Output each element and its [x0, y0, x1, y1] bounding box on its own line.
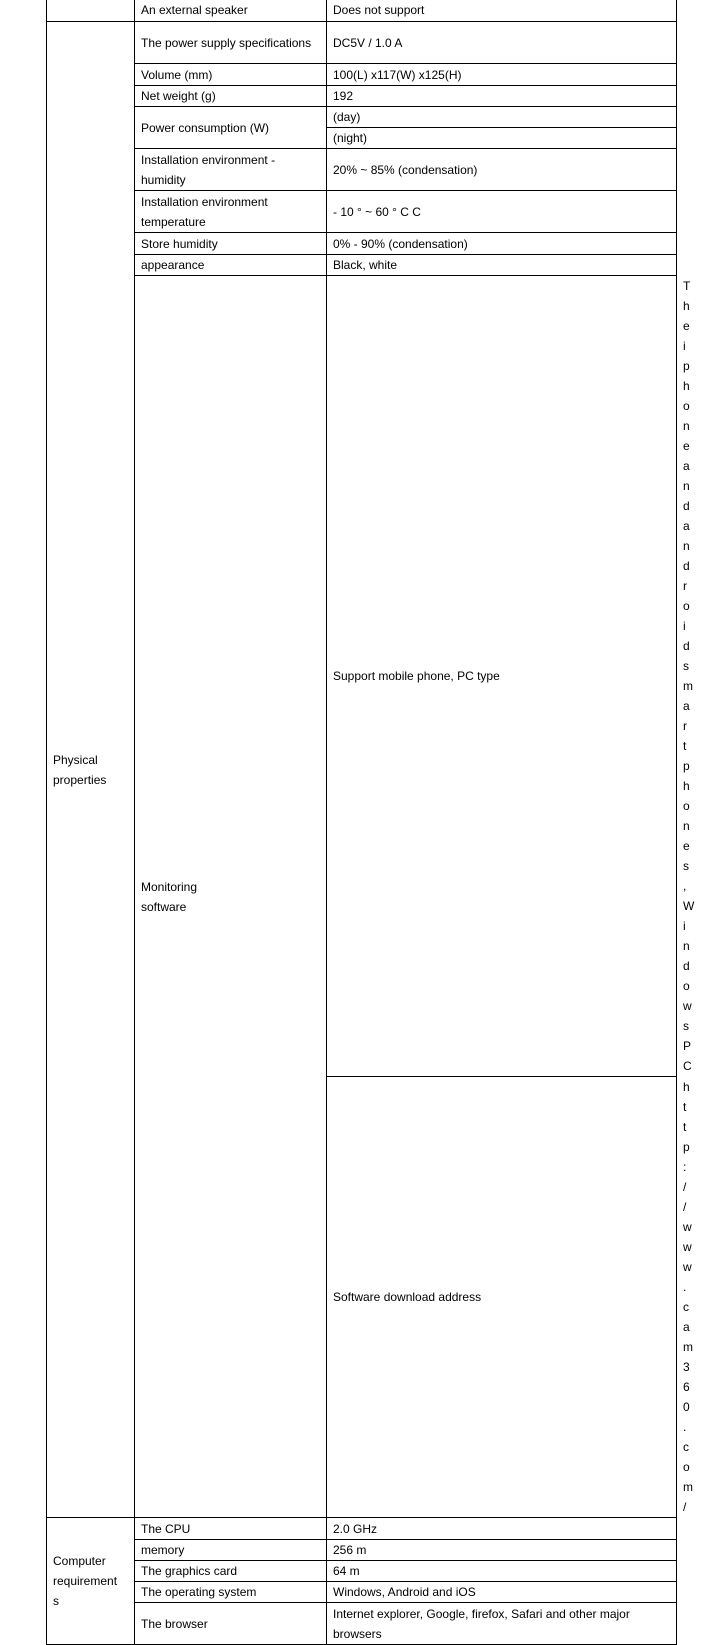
- label-memory: memory: [135, 1540, 327, 1561]
- table-row: [47, 1582, 677, 1603]
- table-row: [47, 0, 677, 22]
- label-external-speaker: An external speaker: [135, 0, 327, 22]
- value-power-consumption-day: (day): [327, 107, 677, 128]
- group-label-line: Physical: [53, 752, 98, 767]
- label-software-download: Software download address: [327, 1077, 677, 1518]
- value-install-temperature: - 10 ° ~ 60 ° C C: [327, 191, 677, 233]
- label-net-weight: Net weight (g): [135, 86, 327, 107]
- table-row: [47, 22, 677, 64]
- table-row: [47, 191, 677, 233]
- group-label-line: s: [53, 1594, 59, 1608]
- table-row: [47, 107, 677, 128]
- value-browser: Internet explorer, Google, firefox, Safari and other major browsers: [327, 1603, 677, 1645]
- table-row: Software download address http://www.cam360.com/: [47, 1077, 677, 1518]
- table-row: [47, 86, 677, 107]
- table-row: [47, 1603, 677, 1645]
- label-install-humidity: Installation environment - humidity: [135, 149, 327, 191]
- value-cpu: 2.0 GHz: [327, 1518, 677, 1540]
- label-install-temperature: Installation environment temperature: [135, 191, 327, 233]
- table-row: [47, 1561, 677, 1582]
- label-os: The operating system: [135, 1582, 327, 1603]
- label-power-consumption: Power consumption (W): [135, 107, 327, 149]
- label-graphics: The graphics card: [135, 1561, 327, 1582]
- value-net-weight: 192: [327, 86, 677, 107]
- value-power-supply: DC5V / 1.0 A: [327, 22, 677, 64]
- group-label-line: properties: [53, 772, 107, 787]
- group-label-line: Computer: [53, 1554, 106, 1568]
- value-memory: 256 m: [327, 1540, 677, 1561]
- table-row: [47, 1540, 677, 1561]
- group-computer-requirements: [47, 1518, 135, 1645]
- value-power-consumption-night: (night): [327, 128, 677, 149]
- table-row: [47, 149, 677, 191]
- value-external-speaker: Does not support: [327, 0, 677, 22]
- group-monitoring-software: [135, 276, 327, 1518]
- label-volume: Volume (mm): [135, 64, 327, 86]
- value-volume: 100(L) x117(W) x125(H): [327, 64, 677, 86]
- table-row: Monitoring software Support mobile phone, PC type The iphone and android smartphones, Windows PC: [47, 276, 677, 1077]
- label-store-humidity: Store humidity: [135, 233, 327, 255]
- group-label-line: Monitoring: [141, 879, 198, 894]
- spec-table: [46, 0, 695, 1645]
- table-row: [47, 255, 677, 276]
- value-graphics: 64 m: [327, 1561, 677, 1582]
- label-cpu: The CPU: [135, 1518, 327, 1540]
- label-support-mobile: Support mobile phone, PC type: [327, 276, 677, 1077]
- label-power-supply: The power supply specifications: [135, 22, 327, 64]
- group-label-line: software: [141, 899, 187, 914]
- group-physical-properties: [47, 22, 135, 1518]
- label-browser: The browser: [135, 1603, 327, 1645]
- value-install-humidity: 20% ~ 85% (condensation): [327, 149, 677, 191]
- value-store-humidity: 0% - 90% (condensation): [327, 233, 677, 255]
- group-label-line: requirement: [53, 1574, 118, 1588]
- value-appearance: Black, white: [327, 255, 677, 276]
- value-os: Windows, Android and iOS: [327, 1582, 677, 1603]
- label-appearance: appearance: [135, 255, 327, 276]
- table-row: [47, 64, 677, 86]
- table-row: [47, 233, 677, 255]
- group-cell-empty: [47, 0, 135, 22]
- table-row: [47, 1518, 677, 1540]
